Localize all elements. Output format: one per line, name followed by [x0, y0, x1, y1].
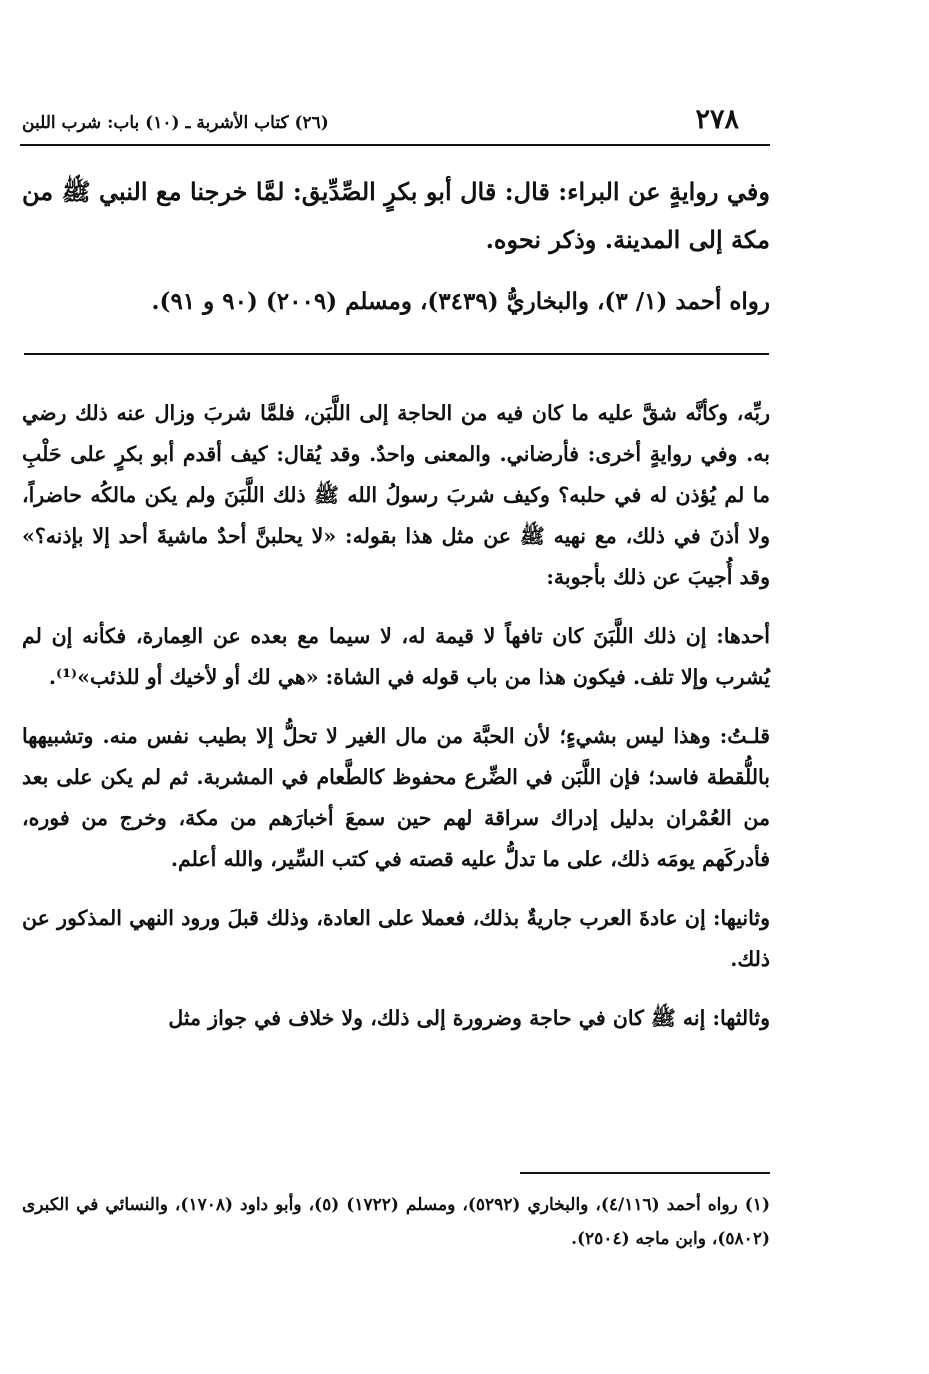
- hadith-text-block: [22, 168, 770, 326]
- hadith-source: رواه أحمد (١/ ٣)، والبخاريُّ (٣٤٣٩)، ومسلم (٢٠٠٩) (٩٠ و ٩١).: [151, 288, 770, 315]
- commentary-block: [22, 393, 770, 1057]
- commentary-paragraph: [22, 998, 770, 1039]
- paragraph-text: إنه ﷺ كان في حاجة وضرورة إلى ذلك، ولا خلاف في جواز مثل: [168, 1006, 713, 1030]
- commentary-paragraph: ربِّه، وكأنَّه شقَّ عليه ما كان فيه من الحاجة إلى اللَّبَن، فلمَّا شربَ وزال عنه ذلك رضي به. وفي روايةٍ أخرى: فأرضاني. والمعنى واحدٌ. وقد يُقال: كيف أقدم أبو بكرٍ على حَلْبِ ما لم يُؤذن له في حلبه؟ وكيف شربَ رسولُ الله ﷺ ذلك اللَّبَنَ ولم يكن مالكُه حاضراً، ولا أذنَ في ذلك، مع نهيه ﷺ عن مثل هذا بقوله: «لا يحلبنَّ أحدٌ ماشيةَ أحد إلا بإذنه؟» وقد أُجيبَ عن ذلك بأجوبة:: [22, 401, 770, 589]
- footnote-block: [22, 1188, 770, 1256]
- running-title: (٢٦) كتاب الأشربة ـ (١٠) باب: شرب اللبن: [22, 113, 329, 133]
- paragraph-text: إن عادةَ العرب جاريةٌ بذلك، فعملا على العادة، وذلك قبلَ ورود النهي المذكور عن ذلك.: [22, 906, 770, 971]
- footnote-rule: [520, 1172, 770, 1174]
- paragraph-lead: وثانيها:: [712, 906, 770, 930]
- page-number: ٢٧٨: [695, 104, 739, 135]
- running-header: [22, 104, 739, 135]
- header-rule: [20, 144, 770, 146]
- paragraph-lead: وثالثها:: [712, 1006, 770, 1030]
- paragraph-text: وهذا ليس بشيءٍ؛ لأن الحبَّة من مال الغير لا تحلُّ إلا بطيب نفس منه. وتشبيهها باللُّقطة فاسد؛ فإن اللَّبَن في الضِّرع محفوظ كالطَّعام في المشربة. ثم لم يكن على بعد من العُمْران بدليل إدراك سراقة لهم حين سمعَ أخبارَهم من مكة، وخرج من فوره، فأدركَهم يومَه ذلك، على ما تدلُّ عليه قصته في كتب السِّير، والله أعلم.: [22, 724, 770, 871]
- paragraph-lead: أحدها:: [716, 624, 770, 648]
- section-divider: [24, 353, 769, 355]
- commentary-paragraph: [22, 716, 770, 880]
- commentary-paragraph: [22, 898, 770, 980]
- footnote-text: (١) رواه أحمد (٤/١١٦)، والبخاري (٥٢٩٢)، ومسلم (١٧٢٢) (٥)، وأبو داود (١٧٠٨)، والنسائي في الكبرى (٥٨٠٢)، وابن ماجه (٢٥٠٤).: [22, 1195, 770, 1249]
- commentary-paragraph: [22, 616, 770, 698]
- paragraph-text: إن ذلك اللَّبَنَ كان تافهاً لا قيمة له، لا سيما مع بعده عن العِمارة، فكأنه إن لم يُشرب وإلا تلف. فيكون هذا من باب قوله في الشاة: «هي لك أو لأخيك أو للذئب»⁽¹⁾.: [22, 624, 770, 689]
- hadith-text: وفي روايةٍ عن البراء: قال: قال أبو بكرٍ الصِّدِّيق: لمَّا خرجنا مع النبي ﷺ من مكة إلى المدينة. وذكر نحوه.: [22, 177, 770, 254]
- paragraph-lead: قلـتُ:: [719, 724, 770, 748]
